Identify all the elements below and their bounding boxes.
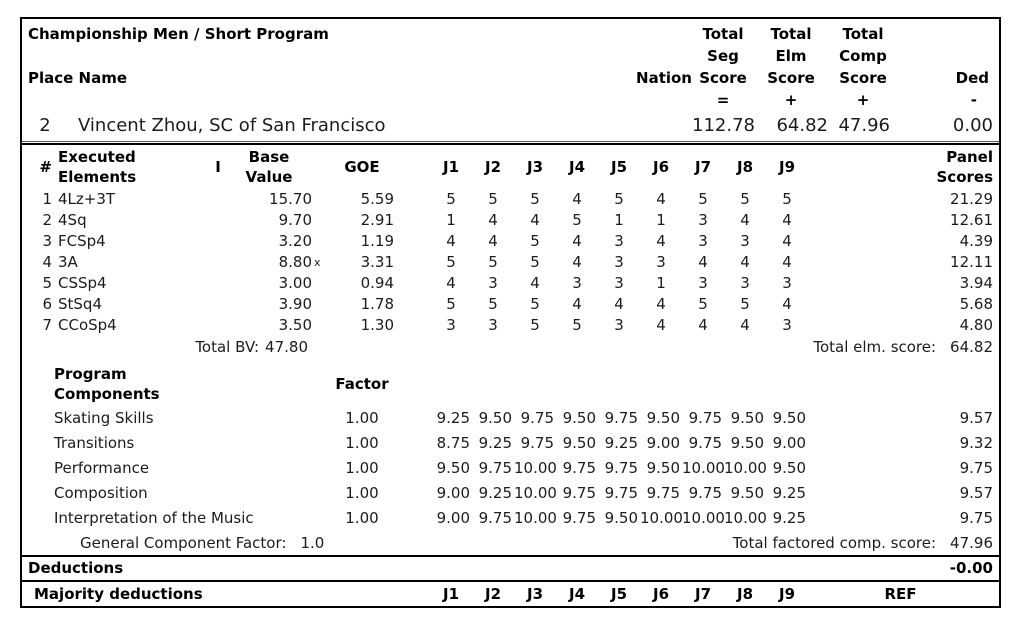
- gcf-label: General Component Factor:: [80, 534, 287, 552]
- judge-score: 4: [740, 253, 750, 271]
- element-name: CCoSp4: [58, 316, 117, 334]
- element-name: StSq4: [58, 295, 102, 313]
- elements-table: [22, 143, 999, 358]
- judge-score: 4: [782, 232, 792, 250]
- judge-score: 3: [740, 232, 750, 250]
- judge-header: J9: [778, 158, 796, 176]
- judge-score: 9.25: [436, 409, 470, 427]
- element-row: [28, 294, 993, 315]
- judge-score: 9.50: [646, 459, 680, 477]
- element-row: [28, 231, 993, 252]
- element-number: 2: [42, 211, 52, 229]
- judge-score: 9.50: [646, 409, 680, 427]
- components-totals-row: [28, 531, 993, 555]
- panel-score: 12.11: [950, 253, 993, 271]
- judge-score: 1: [614, 211, 624, 229]
- nation-label: Nation: [636, 69, 692, 87]
- base-value: 9.70: [278, 211, 312, 229]
- total-comp-score: 47.96: [838, 115, 890, 136]
- place-name-label: Place Name: [28, 69, 128, 87]
- total-element-score: [430, 336, 993, 358]
- panel-score: 5.68: [959, 295, 993, 313]
- judge-header: J1: [442, 158, 460, 176]
- judge-score: 3: [698, 232, 708, 250]
- element-number: 3: [42, 232, 52, 250]
- elements-header-row: [28, 147, 993, 187]
- judge-score: 10.00: [514, 509, 557, 527]
- element-number: 5: [42, 274, 52, 292]
- judge-score: 9.00: [436, 509, 470, 527]
- plus-sign-elm: +: [784, 91, 798, 109]
- element-name: FCSp4: [58, 232, 106, 250]
- score-sheet: [20, 17, 1001, 608]
- judge-header: J8: [736, 158, 754, 176]
- panel-score: 9.75: [959, 459, 993, 477]
- col-executed-elements: Executed Elements: [58, 148, 137, 186]
- judge-score: 9.75: [562, 509, 596, 527]
- judge-score: 9.25: [478, 434, 512, 452]
- panel-score: 21.29: [950, 190, 993, 208]
- components-header-row: [28, 364, 993, 404]
- judge-score: 9.50: [562, 434, 596, 452]
- col-goe: GOE: [344, 158, 380, 176]
- deductions-value: -0.00: [949, 559, 993, 577]
- judge-score: 3: [614, 316, 624, 334]
- tfc-value: 47.96: [950, 534, 993, 552]
- header-line-3: [28, 67, 993, 89]
- col-info: I: [215, 158, 221, 176]
- gcf-value: 1.0: [300, 534, 325, 552]
- total-elm-word: Total: [770, 25, 812, 43]
- judge-score: 9.25: [478, 484, 512, 502]
- panel-score: 4.80: [959, 316, 993, 334]
- judge-score: 5: [530, 295, 540, 313]
- component-name: Transitions: [54, 434, 135, 452]
- judge-score: 4: [698, 253, 708, 271]
- sheet-header: [22, 19, 999, 141]
- panel-score: 12.61: [950, 211, 993, 229]
- total-comp-word: Total: [842, 25, 884, 43]
- component-name: Interpretation of the Music: [54, 509, 254, 527]
- skater-row: [28, 111, 993, 141]
- judge-score: 1: [656, 274, 666, 292]
- col-panel-scores: Panel Scores: [936, 148, 993, 186]
- judge-score: 9.75: [520, 434, 554, 452]
- deductions-row: [22, 555, 999, 580]
- header-line-2: [28, 45, 993, 67]
- panel-score: 9.57: [959, 484, 993, 502]
- header-line-1: [28, 23, 993, 45]
- judge-score: 4: [656, 190, 666, 208]
- judge-score: 5: [530, 232, 540, 250]
- judge-score: 3: [782, 316, 792, 334]
- panel-score: 3.94: [959, 274, 993, 292]
- factor-value: 1.00: [345, 484, 379, 502]
- judge-score: 5: [488, 295, 498, 313]
- components-table: [22, 364, 999, 555]
- place-value: 2: [39, 115, 51, 136]
- judge-header: J2: [484, 158, 502, 176]
- judge-score: 5: [740, 295, 750, 313]
- judge-score: 10.00: [724, 509, 767, 527]
- judge-header: J2: [484, 585, 502, 603]
- factor-value: 1.00: [345, 459, 379, 477]
- col-program-components: Program Components: [54, 365, 160, 403]
- judge-score: 4: [572, 295, 582, 313]
- judge-score: 9.50: [772, 409, 806, 427]
- judge-score: 5: [530, 316, 540, 334]
- judge-score: 3: [614, 232, 624, 250]
- judge-score: 4: [782, 211, 792, 229]
- element-name: 3A: [58, 253, 78, 271]
- majority-deductions-label: Majority deductions: [34, 585, 203, 603]
- judge-score: 9.00: [646, 434, 680, 452]
- element-name: CSSp4: [58, 274, 107, 292]
- judge-score: 4: [488, 232, 498, 250]
- col-number: #: [39, 158, 52, 176]
- equals-sign: =: [716, 91, 730, 109]
- element-number: 4: [42, 253, 52, 271]
- judge-score: 3: [782, 274, 792, 292]
- judge-score: 9.75: [604, 459, 638, 477]
- judge-score: 9.50: [730, 434, 764, 452]
- judge-score: 10.00: [640, 509, 683, 527]
- total-seg-word: Total: [702, 25, 744, 43]
- component-row: [28, 431, 993, 456]
- comp-score-word: Score: [839, 69, 887, 87]
- component-row: [28, 506, 993, 531]
- judge-score: 9.50: [562, 409, 596, 427]
- goe-value: 3.31: [360, 253, 394, 271]
- judge-score: 4: [530, 211, 540, 229]
- judge-score: 4: [740, 211, 750, 229]
- judge-score: 4: [656, 232, 666, 250]
- judge-score: 3: [446, 316, 456, 334]
- judge-score: 10.00: [682, 509, 725, 527]
- judge-score: 5: [572, 211, 582, 229]
- goe-value: 1.30: [360, 316, 394, 334]
- goe-value: 2.91: [360, 211, 394, 229]
- total-seg-score: 112.78: [692, 115, 755, 136]
- base-value: 15.70: [269, 190, 312, 208]
- judge-header: J5: [610, 158, 628, 176]
- component-row: [28, 456, 993, 481]
- judge-score: 9.50: [436, 459, 470, 477]
- judge-header: J4: [568, 158, 586, 176]
- judge-score: 4: [446, 274, 456, 292]
- component-name: Skating Skills: [54, 409, 154, 427]
- judge-score: 3: [740, 274, 750, 292]
- judge-score: 9.75: [688, 409, 722, 427]
- referee-header: REF: [884, 585, 917, 603]
- judge-header: J7: [694, 585, 712, 603]
- goe-value: 1.19: [360, 232, 394, 250]
- judge-score: 9.75: [604, 409, 638, 427]
- panel-score: 4.39: [959, 232, 993, 250]
- judge-header: J9: [778, 585, 796, 603]
- factor-value: 1.00: [345, 509, 379, 527]
- elm-score-word: Score: [767, 69, 815, 87]
- judge-score: 9.50: [730, 484, 764, 502]
- judge-score: 4: [698, 316, 708, 334]
- judge-score: 5: [698, 295, 708, 313]
- judge-score: 4: [488, 211, 498, 229]
- judge-score: 9.75: [688, 434, 722, 452]
- element-number: 1: [42, 190, 52, 208]
- judge-score: 4: [572, 232, 582, 250]
- judge-score: 8.75: [436, 434, 470, 452]
- judge-score: 5: [446, 253, 456, 271]
- comp-word: Comp: [839, 47, 887, 65]
- total-bv-label: Total BV:: [195, 338, 260, 356]
- judge-score: 4: [656, 295, 666, 313]
- judge-score: 9.50: [604, 509, 638, 527]
- judge-score: 5: [782, 190, 792, 208]
- judge-header: J3: [526, 585, 544, 603]
- judge-score: 9.75: [520, 409, 554, 427]
- component-row: [28, 481, 993, 506]
- ded-label: Ded: [955, 69, 989, 87]
- general-component-factor: [28, 531, 430, 555]
- judge-score: 9.75: [562, 484, 596, 502]
- judge-score: 4: [572, 253, 582, 271]
- element-row: [28, 210, 993, 231]
- judge-header: J7: [694, 158, 712, 176]
- judge-score: 3: [614, 253, 624, 271]
- judge-score: 5: [740, 190, 750, 208]
- judge-score: 4: [740, 316, 750, 334]
- goe-value: 5.59: [360, 190, 394, 208]
- judge-score: 5: [614, 190, 624, 208]
- judge-score: 4: [782, 295, 792, 313]
- total-elm-label: Total elm. score:: [813, 338, 937, 356]
- component-row: [28, 406, 993, 431]
- deductions-label: Deductions: [28, 559, 124, 577]
- seg-word: Seg: [707, 47, 739, 65]
- judge-score: 9.00: [436, 484, 470, 502]
- component-name: Performance: [54, 459, 150, 477]
- judge-score: 9.50: [478, 409, 512, 427]
- judge-score: 4: [446, 232, 456, 250]
- col-factor: Factor: [335, 375, 389, 393]
- judge-score: 5: [488, 190, 498, 208]
- judge-score: 5: [572, 316, 582, 334]
- component-name: Composition: [54, 484, 148, 502]
- base-value: 3.00: [278, 274, 312, 292]
- event-title: Championship Men / Short Program: [28, 25, 329, 43]
- judge-score: 3: [698, 274, 708, 292]
- total-elm-value: 64.82: [950, 338, 993, 356]
- judge-score: 3: [488, 316, 498, 334]
- judge-score: 4: [782, 253, 792, 271]
- judge-score: 4: [572, 190, 582, 208]
- judge-score: 4: [614, 295, 624, 313]
- judge-score: 1: [656, 211, 666, 229]
- panel-score: 9.75: [959, 509, 993, 527]
- goe-value: 1.78: [360, 295, 394, 313]
- judge-score: 9.00: [772, 434, 806, 452]
- judge-score: 5: [530, 253, 540, 271]
- skater-name: Vincent Zhou, SC of San Francisco: [78, 115, 386, 136]
- total-factored-comp-score: [430, 531, 993, 555]
- judge-score: 4: [530, 274, 540, 292]
- judge-score: 10.00: [514, 484, 557, 502]
- judge-score: 5: [488, 253, 498, 271]
- judge-score: 1: [446, 211, 456, 229]
- judge-header: J8: [736, 585, 754, 603]
- base-value: 3.90: [278, 295, 312, 313]
- element-name: 4Lz+3T: [58, 190, 116, 208]
- total-bv-value: 47.80: [265, 338, 308, 356]
- base-value: 3.50: [278, 316, 312, 334]
- element-number: 7: [42, 316, 52, 334]
- judge-score: 4: [656, 316, 666, 334]
- judge-score: 3: [698, 211, 708, 229]
- panel-score: 9.57: [959, 409, 993, 427]
- judge-header: J1: [442, 585, 460, 603]
- judge-header: J6: [652, 585, 670, 603]
- judge-score: 9.25: [772, 509, 806, 527]
- judge-score: 10.00: [724, 459, 767, 477]
- panel-score: 9.32: [959, 434, 993, 452]
- judge-score: 9.75: [646, 484, 680, 502]
- element-totals-row: [28, 336, 993, 358]
- judge-header: J4: [568, 585, 586, 603]
- tfc-label: Total factored comp. score:: [732, 534, 937, 552]
- element-row: [28, 273, 993, 294]
- judge-score: 10.00: [514, 459, 557, 477]
- majority-deductions-row: [22, 580, 999, 606]
- judge-score: 9.25: [772, 484, 806, 502]
- judge-score: 9.50: [772, 459, 806, 477]
- judge-score: 5: [698, 190, 708, 208]
- element-row: [28, 315, 993, 336]
- header-line-4: [28, 89, 993, 111]
- judge-score: 9.75: [478, 509, 512, 527]
- judge-score: 3: [656, 253, 666, 271]
- factor-value: 1.00: [345, 434, 379, 452]
- judge-score: 5: [446, 295, 456, 313]
- elm-word: Elm: [775, 47, 807, 65]
- judge-score: 3: [614, 274, 624, 292]
- element-number: 6: [42, 295, 52, 313]
- judge-score: 9.75: [562, 459, 596, 477]
- judge-score: 3: [572, 274, 582, 292]
- element-name: 4Sq: [58, 211, 87, 229]
- judge-score: 10.00: [682, 459, 725, 477]
- judge-score: 9.75: [478, 459, 512, 477]
- element-row: [28, 189, 993, 210]
- base-value: 3.20: [278, 232, 312, 250]
- total-base-value: [28, 336, 312, 358]
- judge-score: 9.50: [730, 409, 764, 427]
- plus-sign-comp: +: [856, 91, 870, 109]
- judge-score: 3: [488, 274, 498, 292]
- element-row: [28, 252, 993, 273]
- judge-score: 9.75: [688, 484, 722, 502]
- judge-header: J5: [610, 585, 628, 603]
- seg-score-word: Score: [699, 69, 747, 87]
- judge-score: 9.75: [604, 484, 638, 502]
- deduction-total: 0.00: [952, 115, 993, 136]
- judge-header: J3: [526, 158, 544, 176]
- col-base-value: Base Value: [245, 148, 293, 186]
- judge-score: 5: [530, 190, 540, 208]
- judge-score: 5: [446, 190, 456, 208]
- base-value: 8.80: [278, 253, 312, 271]
- factor-value: 1.00: [345, 409, 379, 427]
- total-elm-score: 64.82: [776, 115, 828, 136]
- minus-sign: -: [970, 91, 977, 109]
- goe-value: 0.94: [360, 274, 394, 292]
- bonus-marker: x: [314, 256, 321, 269]
- judge-score: 9.25: [604, 434, 638, 452]
- judge-header: J6: [652, 158, 670, 176]
